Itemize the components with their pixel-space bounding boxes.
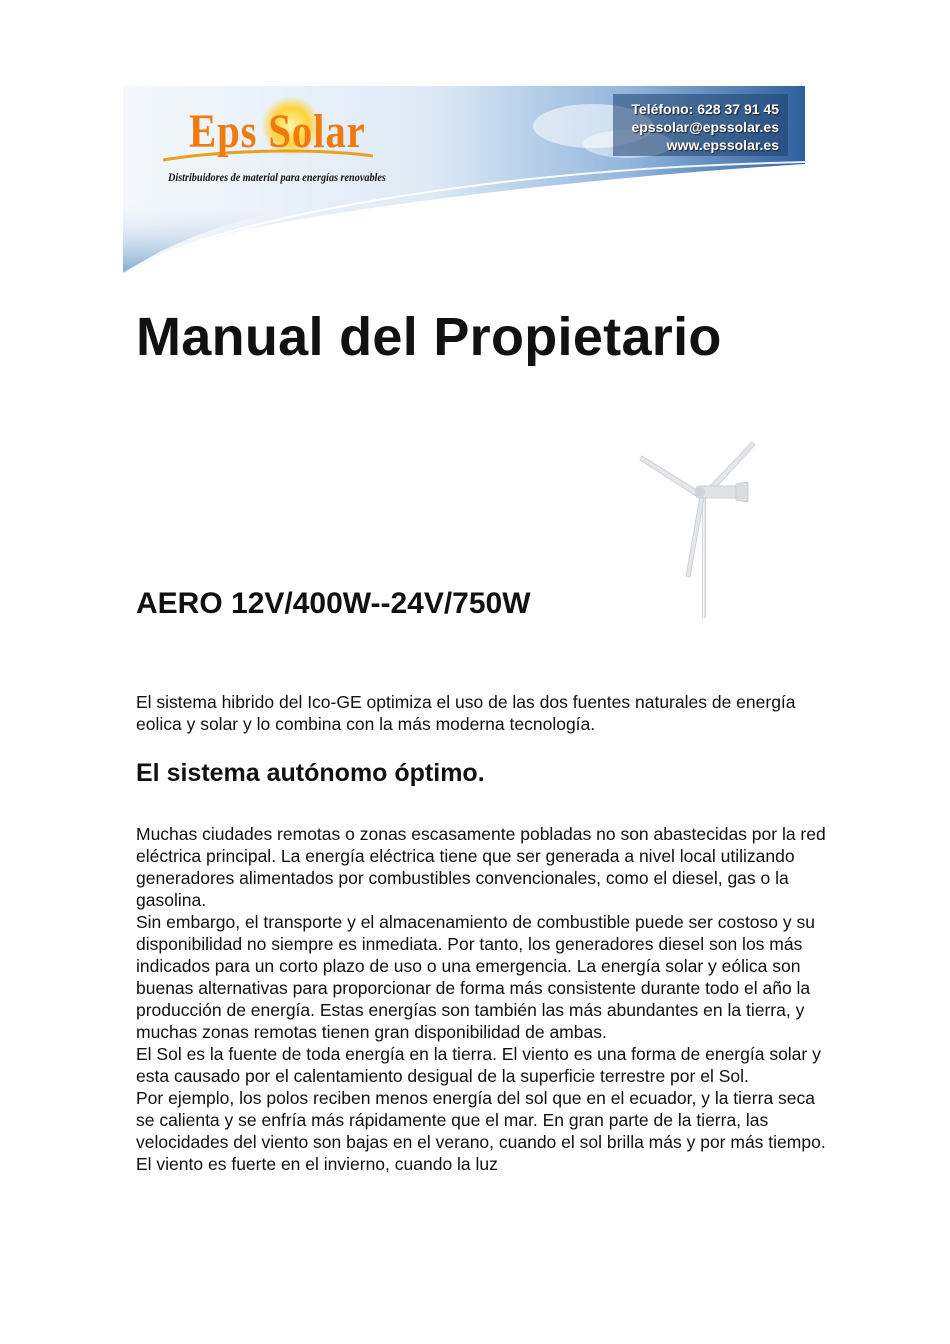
body-paragraph: Por ejemplo, los polos reciben menos energía del sol que en el ecuador, y la tierra seca se calienta y se enfría más rápidamente que el mar. En gran parte de la tierra, las velocidades del viento son bajas en el verano, cuando el sol brilla más y por más tiempo. El viento es fuerte en el invierno, cuando la luz (136, 1088, 826, 1174)
intro-paragraph: El sistema hibrido del Ico-GE optimiza el uso de las dos fuentes naturales de energía eolica y solar y lo combina con la más moderna tecnología. (136, 692, 796, 734)
section-title: El sistema autónomo óptimo. (136, 759, 485, 787)
body-paragraph: Muchas ciudades remotas o zonas escasamente pobladas no son abastecidas por la red eléctrica principal. La energía eléctrica tiene que ser generada a nivel local utilizando generadores alimentados por combustibles convencionales, como el diesel, gas o la gasolina. (136, 824, 826, 910)
wind-turbine-image (636, 436, 760, 622)
body-paragraph: El Sol es la fuente de toda energía en la tierra. El viento es una forma de energía solar y esta causado por el calentamiento desigual de la superficie terrestre por el Sol. (136, 1044, 821, 1086)
contact-block (631, 100, 779, 154)
model-title: AERO 12V/400W--24V/750W (136, 587, 531, 620)
body-text (136, 823, 836, 1175)
contact-website: www.epssolar.es (666, 137, 779, 153)
page-title: Manual del Propietario (136, 307, 722, 367)
contact-phone: Teléfono: 628 37 91 45 (631, 101, 779, 117)
company-tagline: Distribuidores de material para energías renovables (168, 170, 386, 184)
contact-email: epssolar@epssolar.es (631, 119, 779, 135)
header-banner (123, 86, 805, 274)
body-paragraph: Sin embargo, el transporte y el almacenamiento de combustible puede ser costoso y su disponibilidad no siempre es inmediata. Por tanto, los generadores diesel son los más indicados para un corto plazo de uso o una emergencia. La energía solar y eólica son buenas alternativas para proporcionar de forma más consistente durante todo el año la producción de energía. Estas energías son también las más abundantes en la tierra, y muchas zonas remotas tienen gran disponibilidad de ambas. (136, 912, 815, 1042)
company-logo: Eps Solar (189, 105, 366, 158)
